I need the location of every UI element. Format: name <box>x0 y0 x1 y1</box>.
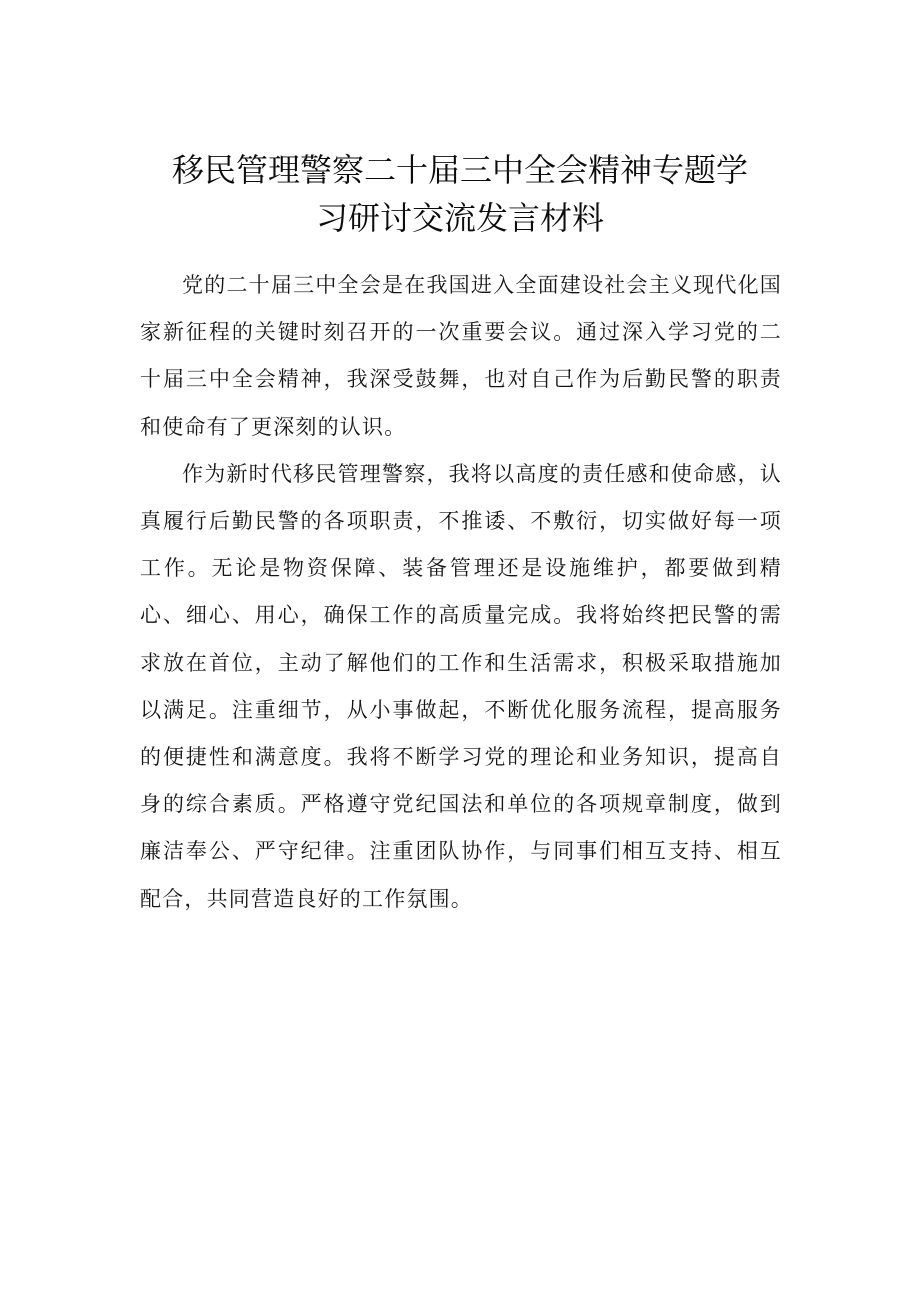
paragraph-1: 党的二十届三中全会是在我国进入全面建设社会主义现代化国家新征程的关键时刻召开的一次重要会议。通过深入学习党的二十届三中全会精神，我深受鼓舞，也对自己作为后勤民警的职责和使命有了更深刻的认识。 <box>140 273 782 439</box>
title-line-1: 移民管理警察二十届三中全会精神专题学 <box>171 151 748 189</box>
document-title <box>150 146 770 242</box>
document-body <box>140 262 782 923</box>
title-line-2: 习研讨交流发言材料 <box>315 199 604 237</box>
paragraph-2: 作为新时代移民管理警察，我将以高度的责任感和使命感，认真履行后勤民警的各项职责，不推诿、不敷衍，切实做好每一项工作。无论是物资保障、装备管理还是设施维护，都要做到精心、细心、用心，确保工作的高质量完成。我将始终把民警的需求放在首位，主动了解他们的工作和生活需求，积极采取措施加以满足。注重细节，从小事做起，不断优化服务流程，提高服务的便捷性和满意度。我将不断学习党的理论和业务知识，提高自身的综合素质。严格遵守党纪国法和单位的各项规章制度，做到廉洁奉公、严守纪律。注重团队协作，与同事们相互支持、相互配合，共同营造良好的工作氛围。 <box>140 461 782 911</box>
